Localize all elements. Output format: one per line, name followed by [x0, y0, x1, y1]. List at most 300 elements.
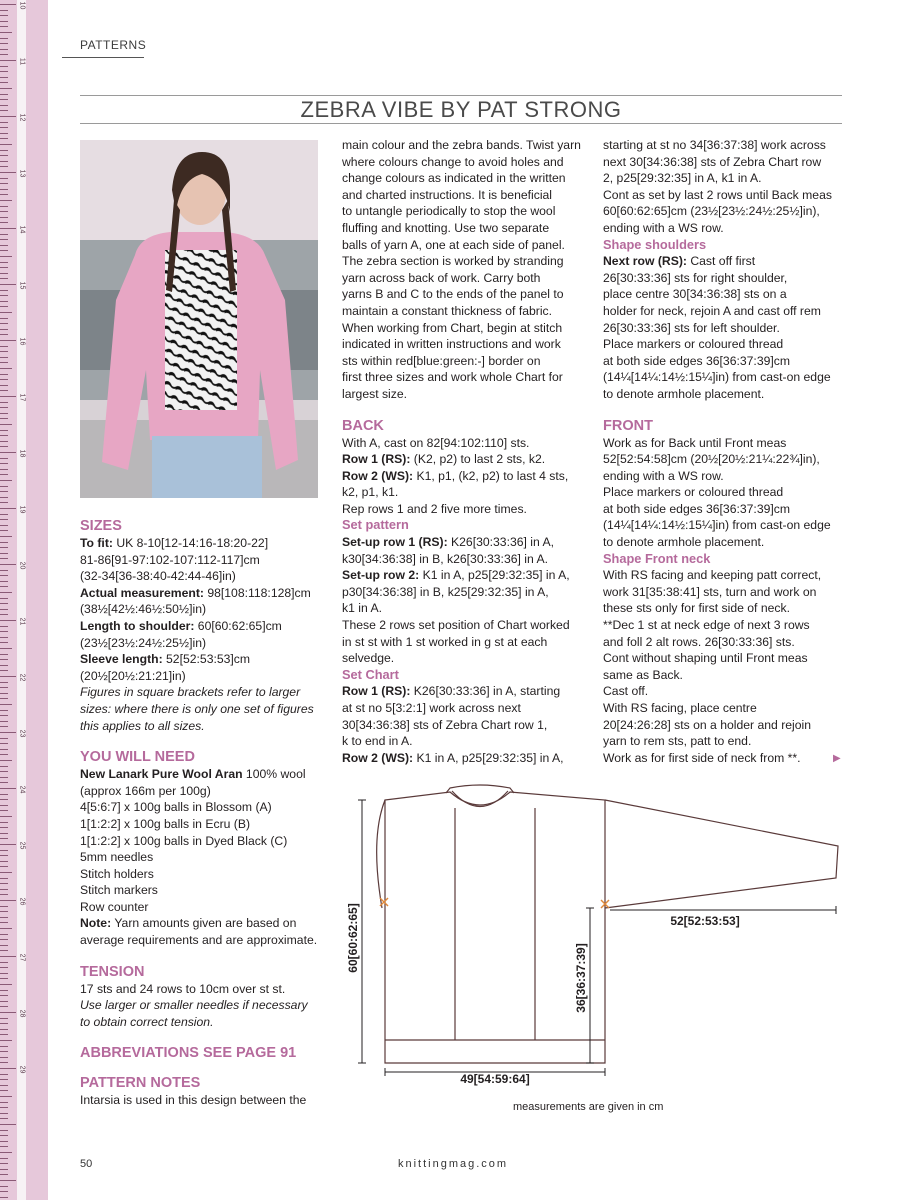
row-label: Next row (RS): — [603, 254, 687, 269]
pattern-notes-text: Intarsia is used in this design between the — [80, 1093, 307, 1108]
title-text: ZEBRA VIBE BY PAT STRONG — [300, 97, 622, 122]
notes-line: main colour and the zebra bands. Twist yarn — [342, 138, 581, 152]
ruler-tick — [0, 570, 8, 571]
title-rule-bottom — [80, 123, 842, 124]
ruler-tick — [0, 782, 8, 783]
ruler-tick — [0, 211, 8, 212]
ruler-tick — [0, 715, 8, 716]
setup-line: k30[34:36:38] in B, k26[30:33:36] in A. — [342, 551, 548, 566]
ruler-tick — [0, 1158, 8, 1159]
ruler-tick — [0, 228, 16, 229]
ruler-label: 26 — [18, 897, 26, 906]
sleeve-value: 52[52:53:53]cm — [162, 652, 251, 667]
length-in: (23½[23½:24½:25½]in) — [80, 635, 207, 650]
ruler-tick — [0, 1085, 8, 1086]
title-rule-top — [80, 95, 842, 96]
ruler-tick — [0, 295, 8, 296]
sleeve-in: (20½[20½:21:21]in) — [80, 668, 186, 683]
ruler-tick — [0, 290, 8, 291]
ruler-tick — [0, 1118, 8, 1119]
ruler-label: 23 — [18, 729, 26, 738]
yarn-note-2: average requirements and are approximate. — [80, 933, 318, 948]
notes-line: When working from Chart, begin at stitch — [342, 320, 563, 335]
ruler-tick — [0, 872, 12, 873]
ruler-label: 15 — [18, 281, 26, 290]
ruler-tick — [0, 390, 8, 391]
set-chart-heading: Set Chart — [342, 666, 399, 682]
tension-line: 17 sts and 24 rows to 10cm over st st. — [80, 981, 286, 996]
ruler-tick — [0, 189, 8, 190]
ruler-tick — [0, 491, 8, 492]
ruler-tick — [0, 626, 8, 627]
site-url: knittingmag.com — [398, 1158, 509, 1170]
ruler-tick — [0, 54, 8, 55]
height-label: 60[60:62:65] — [346, 903, 360, 973]
ruler-label: 20 — [18, 561, 26, 570]
ruler-tick — [0, 239, 8, 240]
sleeve-outline — [605, 800, 838, 908]
ruler-tick — [0, 1163, 8, 1164]
notes-line: The zebra section is worked by stranding — [342, 254, 564, 269]
neckband-inner — [452, 791, 508, 807]
ruler-tick — [0, 1023, 8, 1024]
length-label: Length to shoulder: — [80, 618, 195, 633]
ruler-tick — [0, 822, 8, 823]
ruler-tick — [0, 284, 16, 285]
ruler-strip — [17, 0, 26, 1200]
shape-shoulders-heading: Shape shoulders — [603, 236, 707, 252]
ruler-tick — [0, 446, 8, 447]
ruler-tick — [0, 676, 16, 677]
notes-line: balls of yarn A, one at each side of panel. — [342, 237, 565, 252]
ruler-tick — [0, 262, 8, 263]
ruler-tick — [0, 766, 8, 767]
need-item: Stitch markers — [80, 883, 158, 898]
ruler-tick — [0, 1074, 8, 1075]
shoulders-line: to denote armhole placement. — [603, 386, 765, 401]
yarn-note-text: Yarn amounts given are based on — [111, 916, 297, 931]
yarn-note — [80, 915, 330, 932]
ruler-tick — [0, 530, 8, 531]
row-text: Cast off first — [686, 254, 756, 269]
ruler-tick — [0, 1169, 8, 1170]
ruler-tick — [0, 88, 12, 89]
neckband-outer — [446, 785, 514, 793]
back-heading: BACK — [342, 417, 384, 434]
ruler-tick — [0, 194, 8, 195]
ruler-tick — [0, 222, 8, 223]
ruler-tick — [0, 788, 16, 789]
ruler-tick — [0, 66, 8, 67]
front-line: 52[52:54:58]cm (20½[20½:21¼:22¾]in), — [603, 452, 820, 467]
ruler-tick — [0, 642, 8, 643]
yarn-name: New Lanark Pure Wool Aran — [80, 767, 243, 782]
ruler-label: 14 — [18, 225, 26, 234]
ruler-label: 22 — [18, 673, 26, 682]
ruler-tick — [0, 732, 16, 733]
ruler-tick — [0, 122, 8, 123]
sleeve-label: 52[52:53:53] — [670, 914, 740, 928]
ruler-tick — [0, 133, 8, 134]
ruler-tick — [0, 385, 8, 386]
ruler-tick — [0, 435, 8, 436]
ruler-tick — [0, 138, 8, 139]
ruler-tick — [0, 267, 8, 268]
actual-value: 98[108:118:128]cm — [203, 585, 311, 600]
shoulders-line: 26[30:33:36] sts for left shoulder. — [603, 320, 780, 335]
ruler-tick — [0, 894, 8, 895]
ruler-tick — [0, 480, 12, 481]
ruler-tick — [0, 682, 8, 683]
ruler-tick — [0, 402, 8, 403]
ruler-tick — [0, 777, 8, 778]
neck-line: and foll 2 alt rows. 26[30:33:36] sts. — [603, 634, 795, 649]
shoulders-line: Place markers or coloured thread — [603, 337, 784, 352]
setup-line: These 2 rows set position of Chart worked — [342, 618, 570, 633]
notes-line: maintain a constant thickness of fabric. — [342, 303, 553, 318]
ruler-tick — [0, 620, 16, 621]
ruler-tick — [0, 273, 8, 274]
ruler-tick — [0, 771, 8, 772]
ruler-tick — [0, 855, 8, 856]
ruler-tick — [0, 581, 8, 582]
sizes-heading: SIZES — [80, 518, 122, 534]
actual-label: Actual measurement: — [80, 585, 204, 600]
chart-cont-line: starting at st no 34[36:37:38] work across — [603, 138, 826, 152]
length-line — [80, 618, 330, 635]
need-item: 1[1:2:2] x 100g balls in Dyed Black (C) — [80, 833, 288, 848]
ruler-tick — [0, 1040, 12, 1041]
ruler-tick — [0, 973, 8, 974]
ruler-tick — [0, 586, 8, 587]
ruler-tick — [0, 379, 8, 380]
ruler-tick — [0, 670, 8, 671]
ruler-label: 13 — [18, 169, 26, 178]
ruler-tick — [0, 250, 8, 251]
back-row-2 — [342, 468, 587, 485]
ruler-tick — [0, 939, 8, 940]
need-heading: YOU WILL NEED — [80, 749, 195, 766]
ruler-tick — [0, 508, 16, 509]
need-item: 4[5:6:7] x 100g balls in Blossom (A) — [80, 800, 272, 815]
ruler-tick — [0, 995, 8, 996]
ruler-tick — [0, 850, 8, 851]
chart-cont-line: 60[60:62:65]cm (23½[23½:24½:25½]in), — [603, 204, 820, 219]
ruler-tick — [0, 234, 8, 235]
notes-line: to untangle periodically to stop the wool — [342, 204, 556, 219]
abbreviations-heading: ABBREVIATIONS SEE PAGE 91 — [80, 1045, 297, 1062]
neck-line: Work as for first side of neck from **. — [603, 750, 801, 765]
ruler-tick — [0, 1186, 8, 1187]
ruler-tick — [0, 38, 8, 39]
page-title — [80, 97, 842, 123]
yarn-meterage: (approx 166m per 100g) — [80, 783, 211, 798]
ruler-tick — [0, 99, 8, 100]
ruler-tick — [0, 575, 8, 576]
ruler-tick — [0, 1096, 12, 1097]
ruler-tick — [0, 844, 16, 845]
ruler-tick — [0, 542, 8, 543]
ruler-tick — [0, 105, 8, 106]
ruler-tick — [0, 514, 8, 515]
column-3 — [603, 137, 843, 766]
ruler-tick — [0, 256, 12, 257]
ruler-tick — [0, 318, 8, 319]
neck-line: Cont without shaping until Front meas — [603, 651, 808, 666]
ruler-tick — [0, 1113, 8, 1114]
set-pattern-heading: Set pattern — [342, 517, 409, 533]
sizes-note-1: Figures in square brackets refer to larger — [80, 685, 301, 700]
neck-line: **Dec 1 st at neck edge of next 3 rows — [603, 618, 810, 633]
ruler-tick — [0, 1062, 8, 1063]
ruler-tick — [0, 502, 8, 503]
yarn-note-label: Note: — [80, 916, 112, 931]
ruler-tick — [0, 200, 12, 201]
ruler-tick — [0, 536, 12, 537]
ruler-tick — [0, 878, 8, 879]
ruler-tick — [0, 144, 12, 145]
neck-line: Cast off. — [603, 684, 649, 699]
ruler-tick — [0, 654, 8, 655]
ruler-tick — [0, 648, 12, 649]
ruler-tick — [0, 598, 8, 599]
chart-line: 30[34:36:38] sts of Zebra Chart row 1, — [342, 717, 548, 732]
ruler-tick — [0, 945, 8, 946]
neck-line: yarn to rem sts, patt to end. — [603, 734, 752, 749]
front-line: ending with a WS row. — [603, 468, 724, 483]
to-fit-value: UK 8-10[12-14:16-18:20-22] — [112, 536, 269, 550]
ruler-tick — [0, 967, 8, 968]
ruler-tick — [0, 306, 8, 307]
ruler-tick — [0, 323, 8, 324]
ruler-tick — [0, 861, 8, 862]
ruler-tick — [0, 346, 8, 347]
ruler-label: 29 — [18, 1065, 26, 1074]
ruler-tick — [0, 396, 16, 397]
side-ruler — [0, 0, 48, 1200]
ruler-tick — [0, 340, 16, 341]
spacer — [603, 403, 843, 417]
sweater-schematic — [340, 778, 850, 1098]
ruler-tick — [0, 1152, 12, 1153]
ruler-tick — [0, 934, 8, 935]
notes-line: yarn across back of work. Carry both — [342, 270, 541, 285]
ruler-tick — [0, 1174, 8, 1175]
row-label: Row 1 (RS): — [342, 452, 411, 467]
ruler-tick — [0, 183, 8, 184]
ruler-tick — [0, 1051, 8, 1052]
ruler-tick — [0, 1006, 8, 1007]
column-2 — [342, 137, 587, 766]
ruler-tick — [0, 15, 8, 16]
photo-illustration — [80, 140, 318, 498]
neck-line: same as Back. — [603, 667, 683, 682]
notes-line: largest size. — [342, 386, 408, 401]
ruler-label: 18 — [18, 449, 26, 458]
back-line: Rep rows 1 and 2 five more times. — [342, 501, 527, 516]
ruler-tick — [0, 110, 8, 111]
shoulders-line: place centre 30[34:36:38] sts on a — [603, 287, 787, 302]
ruler-tick — [0, 368, 12, 369]
neck-line: With RS facing and keeping patt correct, — [603, 568, 822, 583]
notes-line: change colours as indicated in the written — [342, 171, 566, 186]
row-label: Set-up row 2: — [342, 568, 420, 583]
row-label: Set-up row 1 (RS): — [342, 535, 448, 550]
chart-cont-line: 2, p25[29:32:35] in A, k1 in A. — [603, 171, 762, 186]
setup-row-1 — [342, 534, 587, 551]
tension-note-2: to obtain correct tension. — [80, 1014, 214, 1029]
shoulders-line: holder for neck, rejoin A and cast off rem — [603, 303, 821, 318]
ruler-tick — [0, 413, 8, 414]
ruler-tick — [0, 906, 8, 907]
ruler-tick — [0, 693, 8, 694]
ruler-tick — [0, 810, 8, 811]
left-armhole-curve — [377, 800, 385, 908]
back-line: With A, cast on 82[94:102:110] sts. — [342, 435, 530, 450]
spacer — [80, 734, 330, 748]
body-outline — [385, 792, 605, 1063]
row-text: K1 in A, p25[29:32:35] in A, — [413, 750, 564, 765]
setup-line: in st st with 1 st worked in g st at each — [342, 634, 548, 649]
ruler-tick — [0, 1068, 16, 1069]
ruler-tick — [0, 1124, 16, 1125]
ruler-tick — [0, 334, 8, 335]
ruler-label: 24 — [18, 785, 26, 794]
chart-cont-line: Cont as set by last 2 rows until Back meas — [603, 187, 832, 202]
ruler-tick — [0, 962, 8, 963]
ruler-tick — [0, 60, 16, 61]
ruler-tick — [0, 374, 8, 375]
ruler-tick — [0, 206, 8, 207]
ruler-tick — [0, 833, 8, 834]
ruler-tick — [0, 329, 8, 330]
spacer — [342, 403, 587, 417]
ruler-tick — [0, 883, 8, 884]
sizes-note-3: this applies to all sizes. — [80, 718, 205, 733]
column-1 — [80, 517, 330, 1109]
back-line: k2, p1, k1. — [342, 485, 399, 500]
ruler-tick — [0, 1046, 8, 1047]
ruler-label: 19 — [18, 505, 26, 514]
ruler-tick — [0, 362, 8, 363]
need-item: 1[1:2:2] x 100g balls in Ecru (B) — [80, 816, 251, 831]
row-text: K1 in A, p25[29:32:35] in A, — [419, 568, 570, 583]
chart-row-2 — [342, 750, 587, 767]
ruler-tick — [0, 4, 16, 5]
ruler-label: 12 — [18, 113, 26, 122]
yarn-fibre: 100% wool — [242, 767, 306, 782]
spacer — [80, 949, 330, 963]
notes-line: sts within red[blue:green:-] border on — [342, 353, 541, 368]
ruler-tick — [0, 525, 8, 526]
ruler-tick — [0, 917, 8, 918]
ruler-tick — [0, 77, 8, 78]
front-heading: FRONT — [603, 417, 653, 434]
length-value: 60[60:62:65]cm — [194, 618, 282, 633]
ruler-tick — [0, 754, 8, 755]
ruler-tick — [0, 592, 12, 593]
ruler-tick — [0, 43, 8, 44]
front-line: Work as for Back until Front meas — [603, 435, 787, 450]
chart-line: at st no 5[3:2:1] work across next — [342, 701, 521, 715]
ruler-tick — [0, 1090, 8, 1091]
ruler-label: 28 — [18, 1009, 26, 1018]
ruler-tick — [0, 889, 8, 890]
ruler-tick — [0, 805, 8, 806]
ruler-tick — [0, 738, 8, 739]
ruler-tick — [0, 217, 8, 218]
pattern-notes-heading: PATTERN NOTES — [80, 1075, 201, 1092]
ruler-tick — [0, 794, 8, 795]
ruler-tick — [0, 866, 8, 867]
spacer — [80, 1030, 330, 1044]
ruler-label: 17 — [18, 393, 26, 402]
ruler-tick — [0, 155, 8, 156]
ruler-tick — [0, 441, 8, 442]
ruler-tick — [0, 10, 8, 11]
ruler-label: 27 — [18, 953, 26, 962]
ruler-tick — [0, 166, 8, 167]
ruler-tick — [0, 351, 8, 352]
ruler-tick — [0, 827, 8, 828]
front-line: (14¼[14¼:14½:15¼]in) from cast-on edge — [603, 518, 831, 533]
to-fit-line — [80, 535, 330, 552]
row-text: (K2, p2) to last 2 sts, k2. — [410, 452, 546, 467]
setup-row-2 — [342, 567, 587, 584]
ruler-tick — [0, 637, 8, 638]
row-text: K26[30:33:36] in A, starting — [410, 684, 561, 699]
ruler-tick — [0, 418, 8, 419]
armhole-label: 36[36:37:39] — [574, 943, 588, 1013]
ruler-tick — [0, 984, 12, 985]
ruler-tick — [0, 1141, 8, 1142]
notes-line: and charted instructions. It is beneficial — [342, 187, 553, 202]
ruler-tick — [0, 301, 8, 302]
ruler-tick — [0, 1135, 8, 1136]
to-fit-in: (32-34[36-38:40-42:44-46]in) — [80, 569, 236, 584]
shoulders-line: (14¼[14¼:14½:15¼]in) from cast-on edge — [603, 370, 831, 385]
ruler-tick — [0, 519, 8, 520]
ruler-tick — [0, 357, 8, 358]
to-fit-cm: 81-86[91-97:102-107:112-117]cm — [80, 552, 260, 567]
ruler-tick — [0, 463, 8, 464]
ruler-tick — [0, 1191, 8, 1192]
ruler-tick — [0, 458, 8, 459]
notes-line: where colours change to avoid holes and — [342, 154, 564, 169]
need-item: Stitch holders — [80, 866, 154, 881]
ruler-tick — [0, 614, 8, 615]
ruler-tick — [0, 430, 8, 431]
neck-line: With RS facing, place centre — [603, 701, 757, 715]
ruler-tick — [0, 1107, 8, 1108]
ruler-tick — [0, 278, 8, 279]
ruler-label: 11 — [18, 57, 26, 66]
ruler-tick — [0, 1102, 8, 1103]
sizes-note-2: sizes: where there is only one set of figures — [80, 701, 314, 716]
ruler-tick — [0, 726, 8, 727]
chart-row-1 — [342, 683, 587, 700]
to-fit-label: To fit: — [80, 536, 113, 550]
tension-heading: TENSION — [80, 963, 145, 980]
yarn-line — [80, 766, 330, 783]
ruler-tick — [0, 172, 16, 173]
ruler-tick — [0, 900, 16, 901]
front-line: to denote armhole placement. — [603, 535, 765, 550]
ruler-tick — [0, 26, 8, 27]
ruler-tick — [0, 922, 8, 923]
ruler-tick — [0, 1130, 8, 1131]
ruler-tick — [0, 659, 8, 660]
